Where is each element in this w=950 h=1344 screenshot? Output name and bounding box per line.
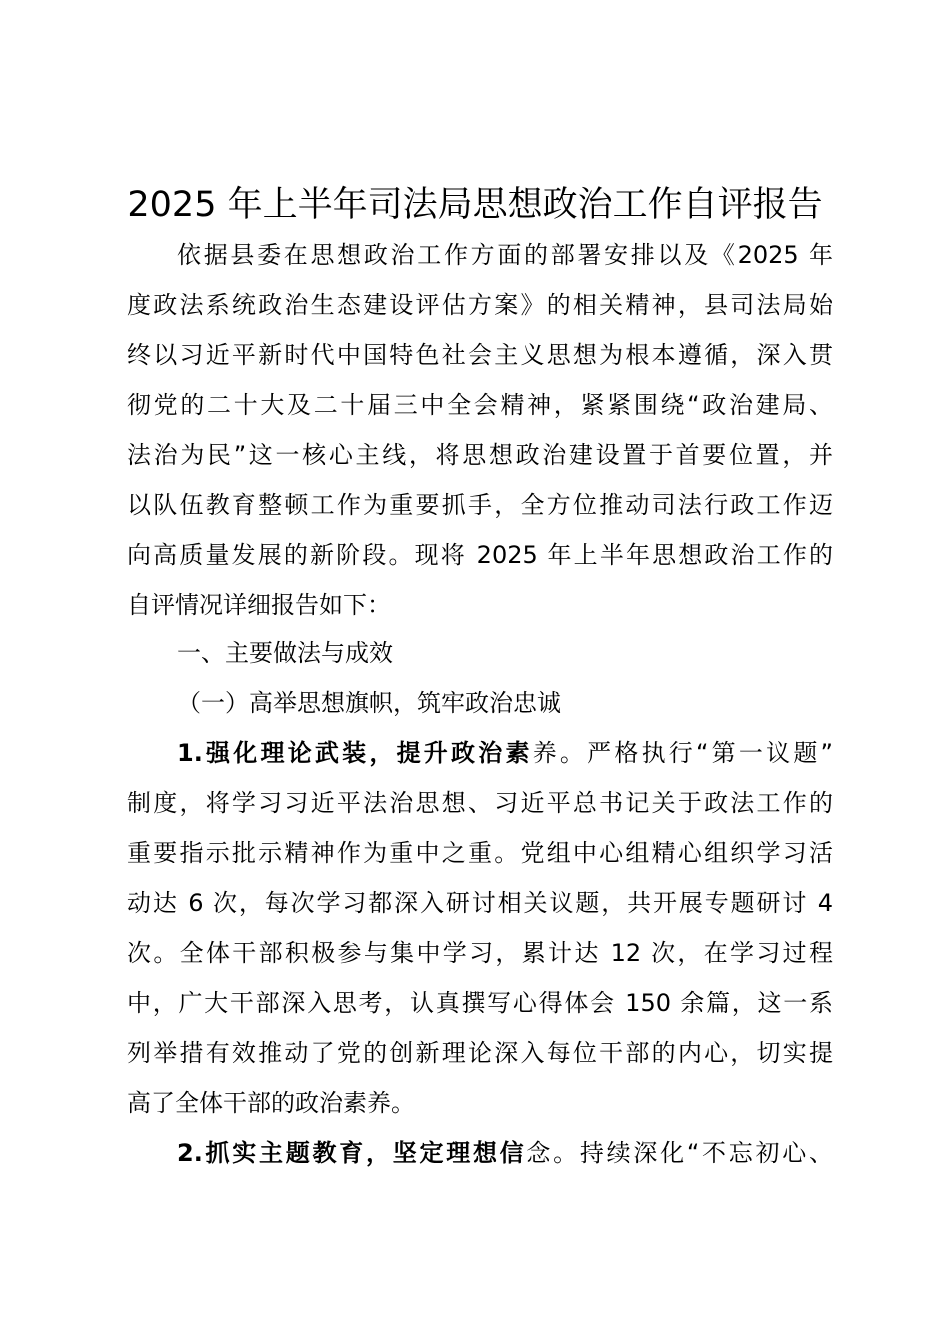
- item2-first-line: [127, 1128, 833, 1178]
- item1-line: 制度，将学习习近平法治思想、习近平总书记关于政法工作的: [127, 789, 833, 817]
- subsection-heading-text: （一）高举思想旗帜，筑牢政治忠诚: [177, 689, 561, 717]
- item1-paragraph: [127, 728, 833, 1128]
- item1-line: 次。全体干部积极参与集中学习，累计达 12 次，在学习过程: [127, 939, 833, 967]
- intro-line: 依据县委在思想政治工作方面的部署安排以及《2025 年: [177, 241, 833, 269]
- document-title: 2025 年上半年司法局思想政治工作自评报告: [127, 185, 823, 225]
- item1-line: 高了全体干部的政治素养。: [127, 1089, 415, 1117]
- intro-paragraph: [127, 230, 833, 630]
- item1-line: 动达 6 次，每次学习都深入研讨相关议题，共开展专题研讨 4: [127, 889, 833, 917]
- item1-first-line: [127, 728, 833, 778]
- intro-line: 彻党的二十大及二十届三中全会精神，紧紧围绕“政治建局、: [127, 391, 833, 419]
- item2-first-rest: 念。持续深化“不忘初心、: [526, 1139, 833, 1167]
- item1-line: 重要指示批示精神作为重中之重。党组中心组精心组织学习活: [127, 839, 833, 867]
- item2-paragraph: [127, 1128, 833, 1178]
- item1-first-rest: 养。严格执行“第一议题”: [532, 739, 833, 767]
- item1-bold-lead: 1.强化理论武装，提升政治素: [177, 739, 533, 767]
- intro-line: 度政法系统政治生态建设评估方案》的相关精神，县司法局始: [127, 291, 833, 319]
- intro-line: 向高质量发展的新阶段。现将 2025 年上半年思想政治工作的: [127, 541, 833, 569]
- item1-line: 中，广大干部深入思考，认真撰写心得体会 150 余篇，这一系: [127, 989, 833, 1017]
- section-heading-text: 一、主要做法与成效: [177, 639, 393, 667]
- intro-line: 自评情况详细报告如下：: [127, 591, 391, 619]
- intro-line: 以队伍教育整顿工作为重要抓手，全方位推动司法行政工作迈: [127, 491, 833, 519]
- subsection-heading: [127, 678, 833, 728]
- item1-line: 列举措有效推动了党的创新理论深入每位干部的内心，切实提: [127, 1039, 833, 1067]
- intro-line: 法治为民”这一核心主线，将思想政治建设置于首要位置，并: [127, 441, 833, 469]
- section-heading: [127, 628, 833, 678]
- intro-line: 终以习近平新时代中国特色社会主义思想为根本遵循，深入贯: [127, 341, 833, 369]
- item2-bold-lead: 2.抓实主题教育，坚定理想信: [177, 1139, 527, 1167]
